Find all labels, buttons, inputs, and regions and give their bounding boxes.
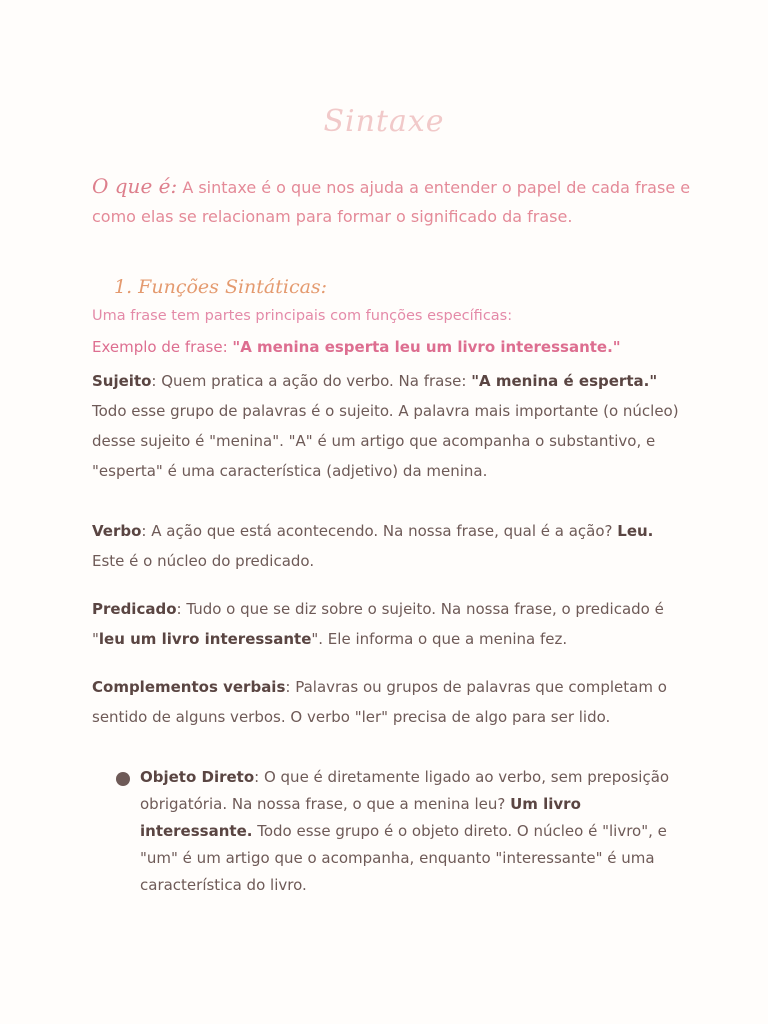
- sujeito-quote: "A menina é esperta.": [471, 372, 658, 390]
- verbo-answer: Leu.: [617, 522, 654, 540]
- objeto-direto-term: Objeto Direto: [140, 768, 255, 786]
- verbo-paragraph: [92, 516, 682, 576]
- predicado-text-2: ". Ele informa o que a menina fez.: [311, 630, 568, 648]
- page-title: Sintaxe: [323, 104, 445, 139]
- objeto-direto-list-item: [116, 764, 676, 899]
- intro-text: A sintaxe é o que nos ajuda a entender o papel de cada frase e como elas se relacionam para formar o significado da frase.: [92, 178, 691, 226]
- sujeito-term: Sujeito: [92, 372, 152, 390]
- bullet-dot-icon: [116, 772, 130, 786]
- verbo-text-2: Este é o núcleo do predicado.: [92, 552, 315, 570]
- complementos-text: : Palavras ou grupos de palavras que completam o sentido de alguns verbos. O verbo "ler" precisa de algo para ser lido.: [92, 678, 667, 726]
- objeto-direto-text-1: : O que é diretamente ligado ao verbo, sem preposição obrigatória. Na nossa frase, o que a menina leu?: [140, 768, 670, 813]
- sujeito-text-1: : Quem pratica a ação do verbo. Na frase:: [151, 372, 472, 390]
- example-sentence: [92, 338, 621, 356]
- predicado-quote: leu um livro interessante: [98, 630, 312, 648]
- intro-paragraph: [92, 172, 692, 231]
- verbo-term: Verbo: [92, 522, 142, 540]
- predicado-paragraph: [92, 594, 682, 654]
- verbo-text-1: : A ação que está acontecendo. Na nossa frase, qual é a ação?: [141, 522, 618, 540]
- example-label: Exemplo de frase:: [92, 338, 228, 356]
- intro-lead: O que é:: [92, 174, 178, 198]
- objeto-direto-text-2: Todo esse grupo é o objeto direto. O núcleo é "livro", e "um" é um artigo que o acompanha, enquanto "interessante" é uma característica do livro.: [140, 822, 667, 894]
- sujeito-paragraph: [92, 366, 682, 486]
- example-text: "A menina esperta leu um livro interessante.": [232, 338, 621, 356]
- complementos-term: Complementos verbais: [92, 678, 286, 696]
- objeto-direto-answer: Um livro interessante.: [140, 795, 581, 840]
- predicado-term: Predicado: [92, 600, 177, 618]
- predicado-text-1: : Tudo o que se diz sobre o sujeito. Na nossa frase, o predicado é ": [92, 600, 664, 648]
- complementos-paragraph: [92, 672, 682, 732]
- sujeito-text-2: Todo esse grupo de palavras é o sujeito. A palavra mais importante (o núcleo) desse sujeito é "menina". "A" é um artigo que acompanha o substantivo, e "esperta" é uma característica (adjetivo) da menina.: [92, 402, 679, 480]
- section-intro: Uma frase tem partes principais com funções específicas:: [92, 308, 513, 324]
- section-heading: 1. Funções Sintáticas:: [114, 276, 328, 298]
